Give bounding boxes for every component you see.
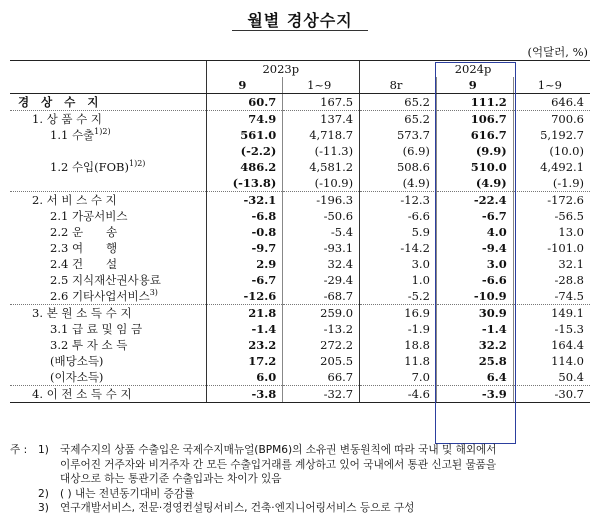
cell: (4.9) bbox=[436, 175, 513, 192]
header-corner bbox=[10, 61, 206, 78]
row-label: 3.2 투 자 소 득 bbox=[50, 338, 128, 352]
cell: (9.9) bbox=[436, 143, 513, 159]
cell: 5.9 bbox=[360, 224, 437, 240]
cell: 11.8 bbox=[360, 353, 437, 369]
cell: 32.4 bbox=[283, 256, 360, 272]
cell: -50.6 bbox=[283, 208, 360, 224]
table-row bbox=[10, 94, 590, 111]
cell: 6.0 bbox=[206, 369, 283, 386]
cell: 4,492.1 bbox=[513, 159, 590, 175]
footnote-text: ( ) 내는 전년동기대비 증감률 bbox=[60, 487, 195, 500]
table-row bbox=[10, 288, 590, 305]
cell: 114.0 bbox=[513, 353, 590, 369]
cell: (-11.3) bbox=[283, 143, 360, 159]
cell: -22.4 bbox=[436, 192, 513, 209]
row-label: 2.4 건 설 bbox=[50, 257, 118, 271]
row-label: 2. 서 비 스 수 지 bbox=[10, 192, 206, 209]
cell: 16.9 bbox=[360, 305, 437, 322]
row-label: 2.1 가공서비스 bbox=[50, 209, 128, 223]
cell: (-1.9) bbox=[513, 175, 590, 192]
cell: -1.9 bbox=[360, 321, 437, 337]
cell: -32.7 bbox=[283, 386, 360, 403]
footnote-number: 3) bbox=[38, 502, 49, 514]
cell: (-13.8) bbox=[206, 175, 283, 192]
cell: -68.7 bbox=[283, 288, 360, 305]
cell: 2.9 bbox=[206, 256, 283, 272]
cell: -12.3 bbox=[360, 192, 437, 209]
header-row-years bbox=[10, 61, 590, 78]
row-label: 1.1 수출$^{1)2)}$ bbox=[50, 127, 111, 142]
cell: 21.8 bbox=[206, 305, 283, 322]
cell: 3.0 bbox=[360, 256, 437, 272]
row-label: 3.1 급 료 및 임 금 bbox=[50, 322, 143, 336]
cell: -12.6 bbox=[206, 288, 283, 305]
table-row bbox=[10, 321, 590, 337]
footnote-head: 주 : bbox=[10, 444, 28, 456]
row-label bbox=[10, 175, 206, 192]
cell: (4.9) bbox=[360, 175, 437, 192]
page-title: 월별 경상수지 bbox=[247, 11, 353, 30]
cell: -6.7 bbox=[206, 272, 283, 288]
header-col: 8r bbox=[360, 77, 437, 94]
table-row bbox=[10, 175, 590, 192]
header-year-2024: 2024p bbox=[360, 61, 590, 78]
cell: 32.1 bbox=[513, 256, 590, 272]
cell: 30.9 bbox=[436, 305, 513, 322]
cell: -101.0 bbox=[513, 240, 590, 256]
cell: 1.0 bbox=[360, 272, 437, 288]
table-row bbox=[10, 192, 590, 209]
cell: -30.7 bbox=[513, 386, 590, 403]
cell: -172.6 bbox=[513, 192, 590, 209]
cell: -15.3 bbox=[513, 321, 590, 337]
cell: -14.2 bbox=[360, 240, 437, 256]
header-col: 9 bbox=[206, 77, 283, 94]
cell: 18.8 bbox=[360, 337, 437, 353]
current-account-table bbox=[10, 60, 590, 403]
row-label: 2.3 여 행 bbox=[50, 241, 118, 255]
cell: -6.7 bbox=[436, 208, 513, 224]
cell: 700.6 bbox=[513, 111, 590, 128]
title-underline bbox=[232, 30, 368, 31]
row-label: 경 상 수 지 bbox=[18, 95, 103, 109]
cell: 205.5 bbox=[283, 353, 360, 369]
cell: 3.0 bbox=[436, 256, 513, 272]
cell: -6.6 bbox=[360, 208, 437, 224]
cell: -3.9 bbox=[436, 386, 513, 403]
cell: -4.6 bbox=[360, 386, 437, 403]
cell: 510.0 bbox=[436, 159, 513, 175]
cell: 17.2 bbox=[206, 353, 283, 369]
cell: 6.4 bbox=[436, 369, 513, 386]
cell: 4,718.7 bbox=[283, 127, 360, 143]
cell: 167.5 bbox=[283, 94, 360, 111]
cell: 149.1 bbox=[513, 305, 590, 322]
row-label: 1.2 수입(FOB)$^{1)2)}$ bbox=[50, 159, 146, 174]
row-label: 3. 본 원 소 득 수 지 bbox=[10, 305, 206, 322]
unit-label: (억달러, %) bbox=[527, 45, 588, 59]
cell: 65.2 bbox=[360, 111, 437, 128]
cell: 272.2 bbox=[283, 337, 360, 353]
footnote-text: 국제수지의 상품 수출입은 국제수지매뉴얼(BPM6)의 소유권 변동원칙에 따라 국내 및 해외에서 이루어진 거주자와 비거주자 간 모든 수출입거래를 계상하고 있어 국내에서 통관 신고된 물품을 대상으로 하는 통관기준 수출입과는 차이가 있음 bbox=[60, 444, 497, 485]
table-row bbox=[10, 386, 590, 403]
cell: 137.4 bbox=[283, 111, 360, 128]
table-row bbox=[10, 240, 590, 256]
footnote-1 bbox=[10, 443, 595, 487]
cell: 25.8 bbox=[436, 353, 513, 369]
cell: 259.0 bbox=[283, 305, 360, 322]
table-row bbox=[10, 159, 590, 175]
cell: -56.5 bbox=[513, 208, 590, 224]
row-label: 2.5 지식재산권사용료 bbox=[50, 273, 161, 287]
cell: 4.0 bbox=[436, 224, 513, 240]
cell: -0.8 bbox=[206, 224, 283, 240]
cell: 60.7 bbox=[206, 94, 283, 111]
footnote-2 bbox=[10, 487, 595, 502]
cell: -6.8 bbox=[206, 208, 283, 224]
cell: -28.8 bbox=[513, 272, 590, 288]
cell: 7.0 bbox=[360, 369, 437, 386]
row-label: 4. 이 전 소 득 수 지 bbox=[10, 386, 206, 403]
cell: 486.2 bbox=[206, 159, 283, 175]
cell: 23.2 bbox=[206, 337, 283, 353]
footnote-text: 연구개발서비스, 전문·경영컨설팅서비스, 건축·엔지니어링서비스 등으로 구성 bbox=[60, 502, 415, 514]
cell: 616.7 bbox=[436, 127, 513, 143]
header-col: 1~9 bbox=[513, 77, 590, 94]
cell: 111.2 bbox=[436, 94, 513, 111]
footnotes bbox=[10, 443, 595, 516]
row-label bbox=[10, 143, 206, 159]
cell: 13.0 bbox=[513, 224, 590, 240]
header-corner-2 bbox=[10, 77, 206, 94]
cell: -32.1 bbox=[206, 192, 283, 209]
cell: -9.4 bbox=[436, 240, 513, 256]
row-label: 2.2 운 송 bbox=[50, 225, 118, 239]
cell: -5.4 bbox=[283, 224, 360, 240]
cell: -3.8 bbox=[206, 386, 283, 403]
cell: -196.3 bbox=[283, 192, 360, 209]
cell: 646.4 bbox=[513, 94, 590, 111]
table-row bbox=[10, 272, 590, 288]
cell: -93.1 bbox=[283, 240, 360, 256]
cell: -74.5 bbox=[513, 288, 590, 305]
row-label: 2.6 기타사업서비스$^{3)}$ bbox=[50, 288, 158, 303]
table-row bbox=[10, 208, 590, 224]
cell: 66.7 bbox=[283, 369, 360, 386]
cell: (10.0) bbox=[513, 143, 590, 159]
cell: (-10.9) bbox=[283, 175, 360, 192]
cell: -13.2 bbox=[283, 321, 360, 337]
cell: -6.6 bbox=[436, 272, 513, 288]
header-col: 1~9 bbox=[283, 77, 360, 94]
row-label: 1. 상 품 수 지 bbox=[10, 111, 206, 128]
table-row bbox=[10, 305, 590, 322]
table-row bbox=[10, 224, 590, 240]
table-row bbox=[10, 337, 590, 353]
cell: 65.2 bbox=[360, 94, 437, 111]
table-row bbox=[10, 143, 590, 159]
header-row-periods bbox=[10, 77, 590, 94]
footnote-3 bbox=[10, 501, 595, 516]
cell: 74.9 bbox=[206, 111, 283, 128]
cell: (-2.2) bbox=[206, 143, 283, 159]
cell: -10.9 bbox=[436, 288, 513, 305]
header-col: 9 bbox=[436, 77, 513, 94]
cell: -1.4 bbox=[206, 321, 283, 337]
cell: 50.4 bbox=[513, 369, 590, 386]
cell: 4,581.2 bbox=[283, 159, 360, 175]
table-row bbox=[10, 256, 590, 272]
cell: (6.9) bbox=[360, 143, 437, 159]
cell: 561.0 bbox=[206, 127, 283, 143]
table-row bbox=[10, 111, 590, 128]
table-row bbox=[10, 369, 590, 386]
cell: 5,192.7 bbox=[513, 127, 590, 143]
cell: 106.7 bbox=[436, 111, 513, 128]
row-label: (배당소득) bbox=[50, 354, 104, 368]
cell: -5.2 bbox=[360, 288, 437, 305]
cell: 32.2 bbox=[436, 337, 513, 353]
footnote-number: 2) bbox=[38, 487, 49, 500]
cell: -29.4 bbox=[283, 272, 360, 288]
cell: -1.4 bbox=[436, 321, 513, 337]
footnote-number: 1) bbox=[38, 444, 49, 456]
cell: 164.4 bbox=[513, 337, 590, 353]
row-label: (이자소득) bbox=[50, 370, 104, 384]
table-row bbox=[10, 353, 590, 369]
cell: 508.6 bbox=[360, 159, 437, 175]
table-row bbox=[10, 127, 590, 143]
cell: 573.7 bbox=[360, 127, 437, 143]
header-year-2023: 2023p bbox=[206, 61, 360, 78]
cell: -9.7 bbox=[206, 240, 283, 256]
